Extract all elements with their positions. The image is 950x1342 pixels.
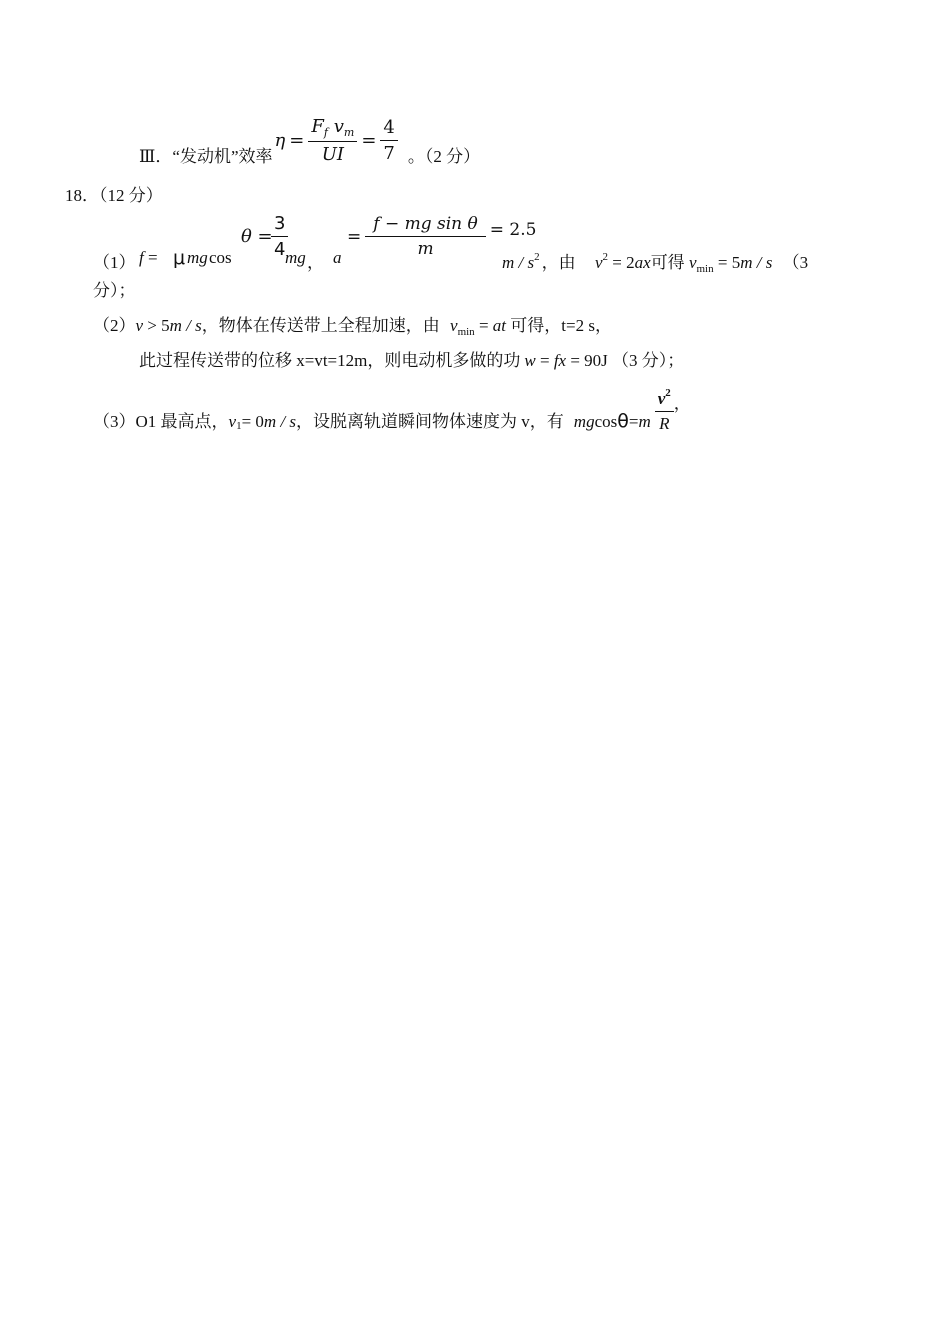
cos-text: cos xyxy=(209,248,232,267)
q18-part2-line: （2）v > 5m / s，物体在传送带上全程加速，由 $v_{min}$ = at 可得，t=2 s， xyxy=(93,316,612,338)
question-18-header: 18．（12 分） xyxy=(65,186,163,205)
fraction-numerator: f − mg sin θ xyxy=(365,214,486,237)
equals: = xyxy=(148,248,158,267)
fraction-denominator: R xyxy=(659,414,670,433)
equals-sign-2: = xyxy=(361,129,377,151)
a-symbol: a xyxy=(333,248,342,267)
fraction-denominator: UI xyxy=(321,143,344,165)
fraction-numerator: $F_f$ $v_m$ xyxy=(308,116,357,142)
power-ratio-fraction xyxy=(308,116,357,165)
theta-equals: θ = xyxy=(241,226,273,247)
acceleration-unit: m / $s^2$ ，由 xyxy=(502,251,576,272)
mg-symbol-2: mg xyxy=(285,248,306,267)
equals-sign: = xyxy=(289,129,305,151)
fraction-numerator: 3 xyxy=(271,213,288,237)
mg-symbol: mg xyxy=(187,248,208,267)
centripetal-fraction xyxy=(655,387,674,434)
fraction-numerator: 4 xyxy=(380,117,397,141)
f-symbol: f xyxy=(139,248,144,267)
result-fraction xyxy=(380,117,397,164)
mu-symbol: μ xyxy=(173,247,186,269)
item-iii-score: 。（2 分） xyxy=(407,146,481,166)
item-iii-line xyxy=(139,112,480,168)
part1-score-end: 分）； xyxy=(93,281,136,300)
acceleration-value: = 2.5 xyxy=(489,219,537,240)
comma: ， xyxy=(307,253,324,272)
part1-prefix: （1） xyxy=(93,253,136,272)
equals: = xyxy=(347,226,362,247)
fraction-numerator: $v^2$ xyxy=(655,387,674,412)
fraction-denominator: 4 xyxy=(274,239,286,260)
acceleration-fraction xyxy=(365,214,486,259)
kinematic-equation: $v^2 = 2ax$可得 $v_{min} = 5m / s$ （3 xyxy=(595,251,809,275)
item-iii-label: Ⅲ．“发动机”效率 xyxy=(139,146,273,166)
q18-part3-line: （3）O1 最高点， v 1 = 0 m / s ，设脱离轨道瞬间物体速度为 v，有 mg cos θ = m $\frac{v^2}{R}$ ， xyxy=(93,387,691,433)
efficiency-formula xyxy=(275,116,398,165)
eta-symbol: η xyxy=(274,129,286,151)
fraction-denominator: m xyxy=(417,239,434,259)
q18-part2-line2: 此过程传送带的位移 x=vt=12m，则电动机多做的功 w = fx = 90J （3 分）； xyxy=(139,351,685,370)
fraction-denominator: 7 xyxy=(383,142,395,164)
